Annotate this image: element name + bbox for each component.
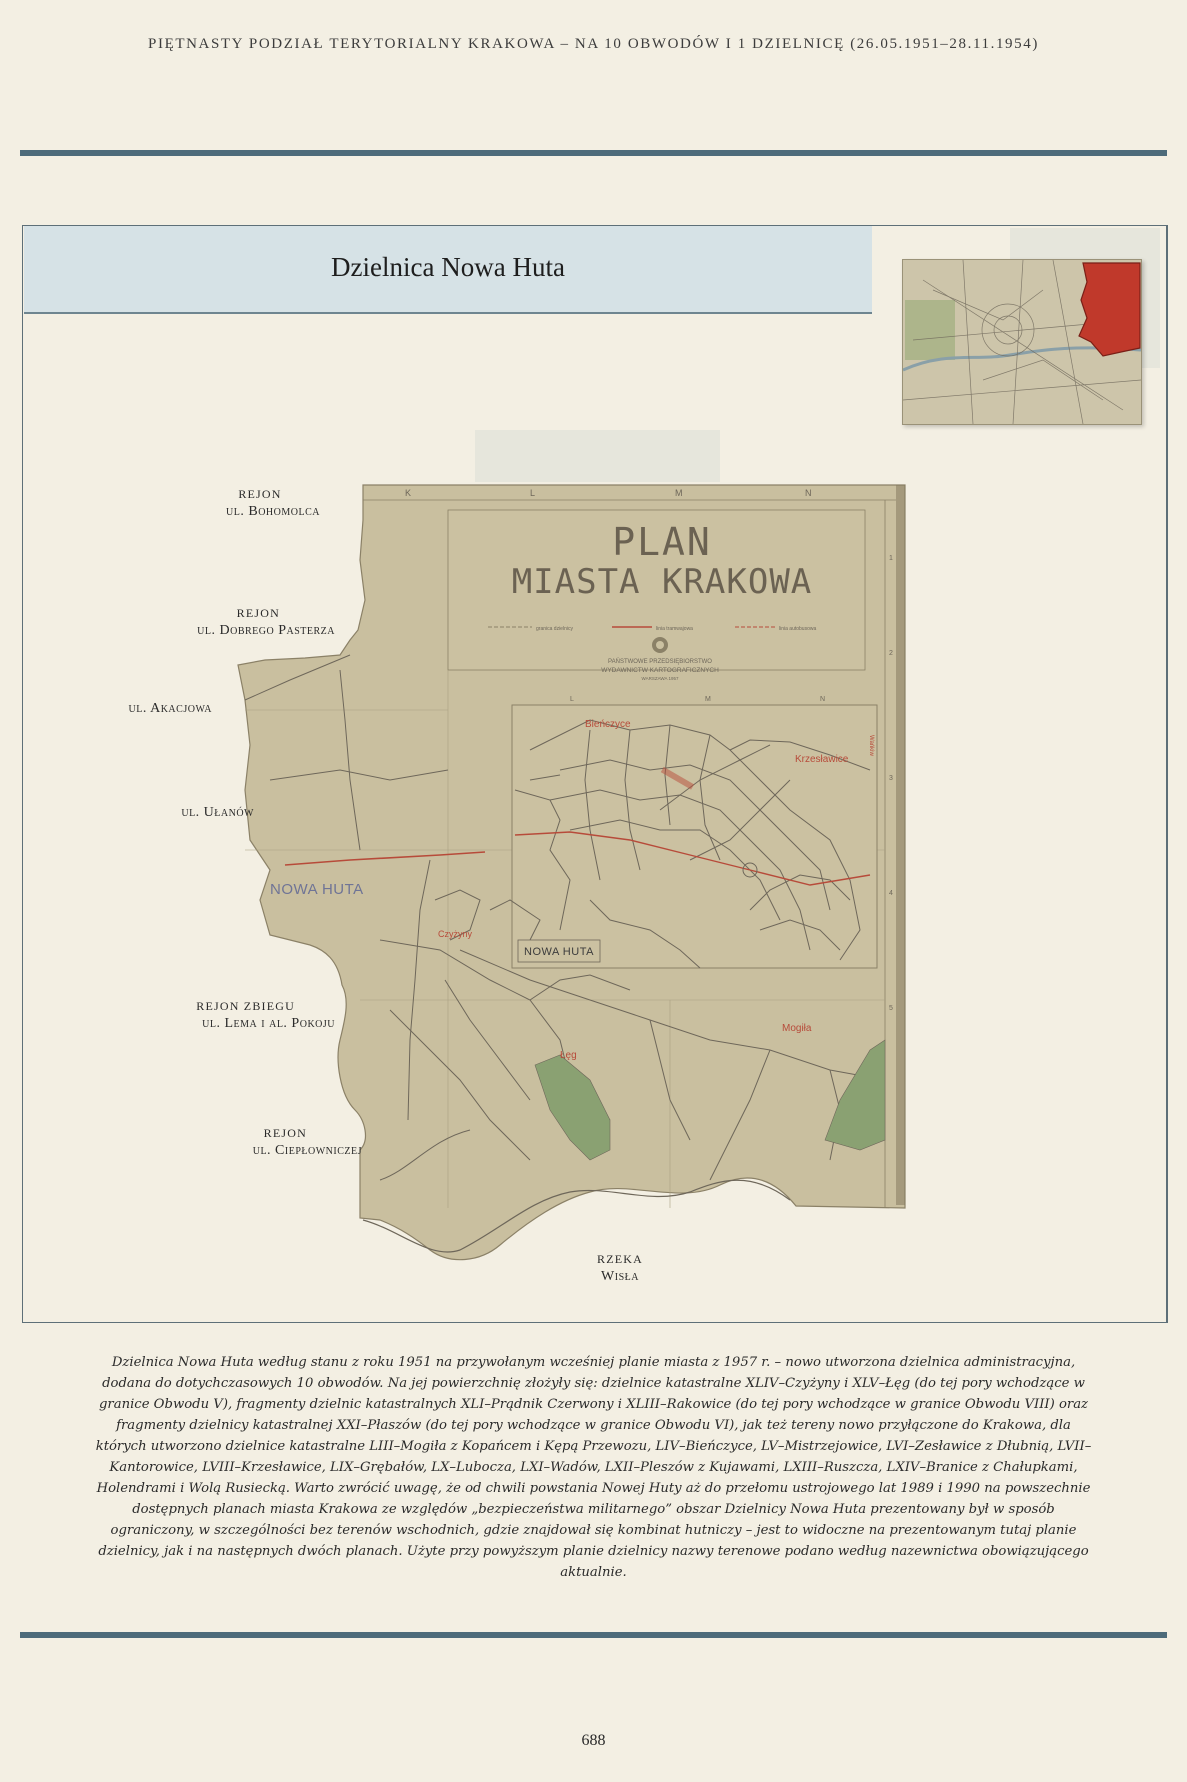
grid-letter: M [675, 488, 683, 498]
label-wisla-line1: RZEKA [597, 1252, 643, 1266]
label-bohomolca-line2: ul. Bohomolca [226, 504, 320, 519]
grid-number: 3 [889, 775, 893, 782]
section-title: Dzielnica Nowa Huta [331, 252, 565, 282]
inset-label: NOWA HUTA [524, 946, 594, 958]
district-label: NOWA HUTA [270, 881, 364, 898]
grid-letter: K [405, 488, 412, 498]
label-akacjowa: ul. Akacjowa [128, 701, 212, 716]
label-ulanow: ul. Ułanów [181, 805, 254, 820]
legend-item: granica dzielnicy [536, 626, 573, 632]
label-zbieg-lema [120, 997, 335, 1033]
map-right-edge [896, 485, 905, 1205]
legend-item: linia autobusowa [779, 626, 817, 632]
label-cieplowniczej-line2: ul. Ciepłowniczej [252, 1143, 362, 1158]
place-label: Bieńczyce [585, 719, 631, 730]
page-number: 688 [581, 1732, 606, 1749]
grid-letter: M [705, 696, 711, 703]
map-title-line1: PLAN [612, 520, 712, 564]
grid-letter: L [530, 488, 536, 498]
margin-label: Wańkiw [868, 735, 874, 756]
label-dobrego-pasterza-line1: REJON [236, 606, 280, 620]
place-label: Czyżyny [438, 929, 473, 939]
place-label: Łęg [560, 1050, 577, 1061]
label-wisla [560, 1250, 680, 1286]
legend-item: linia tramwajowa [656, 626, 693, 632]
locator-map-drawing [903, 260, 1141, 424]
inset-map [512, 696, 877, 968]
place-label: Krzesławice [795, 754, 849, 765]
label-zbieg-line2: ul. Lema i al. Pokoju [202, 1016, 335, 1031]
publisher-line1: PAŃSTWOWE PRZEDSIĘBIORSTWO [608, 659, 712, 665]
grid-letter: N [820, 696, 826, 703]
publisher-line2: WYDAWNICTW KARTOGRAFICZNYCH [601, 667, 719, 674]
grid-number: 5 [889, 1005, 893, 1012]
figure-frame-right-edge [1166, 225, 1168, 1323]
label-bohomolca-line1: REJON [238, 487, 282, 501]
grid-letter: L [570, 696, 574, 703]
grid-letter: N [805, 488, 812, 498]
bottom-rule [20, 1632, 1167, 1638]
label-dobrego-pasterza-line2: ul. Dobrego Pasterza [197, 623, 335, 638]
top-rule [20, 150, 1167, 156]
label-dobrego-pasterza [100, 604, 335, 640]
plan-map [230, 480, 920, 1290]
locator-map [902, 259, 1142, 425]
place-label: Mogiła [782, 1023, 812, 1034]
running-head: PIĘTNASTY PODZIAŁ TERYTORIALNY KRAKOWA – NA 10 OBWODÓW I 1 DZIELNICĘ (26.05.1951–28.11.1954) [148, 36, 1039, 52]
label-wisla-line2: Wisła [601, 1269, 639, 1284]
label-zbieg-line1: REJON ZBIEGU [196, 999, 295, 1013]
label-bohomolca [120, 485, 320, 521]
label-cieplowniczej-line1: REJON [263, 1126, 307, 1140]
show-through-ghost-box [475, 430, 720, 482]
grid-number: 1 [889, 555, 893, 562]
map-title-line2: MIASTA KRAKOWA [511, 562, 813, 602]
grid-number: 4 [889, 890, 893, 897]
label-cieplowniczej [150, 1124, 362, 1160]
publisher-line3: WARSZAWA 1957 [641, 676, 679, 681]
figure-caption: Dzielnica Nowa Huta według stanu z roku 1951 na przywołanym wcześniej planie miasta z 1957 r. – nowo utworzona dzielnica administracyjna, dodana do dotychczasowych 10 obwodów. Na jej powierzchnię złożyły się: dzielnice katastralne XLIV–Czyżyny i XLV–Łęg (do tej pory wchodzące w granice Obwodu V), fragmenty dzielnic katastralnych XLI–Prądnik Czerwony i XLIII–Rakowice (do tej pory wchodzące w granice Obwodu VIII) oraz fragmenty dzielnicy katastralnej XXI–Płaszów (do tej pory wchodzące w granice Obwodu VI), jak też tereny nowo przyłączone do Krakowa, dla których utworzono dzielnice katastralne LIII–Mogiła z Kopańcem i Kępą Przewozu, LIV–Bieńczyce, LV–Mistrzejowice, LVI–Zesławice z Dłubnią, LVII–Kantorowice, LVIII–Krzesławice, LIX–Grębałów, LX–Lubocza, LXI–Wadów, LXII–Pleszów z Kujawami, LXIII–Ruszcza, LXIV–Branice z Chałupkami, Holendrami i Wolą Rusiecką. Warto zwrócić uwagę, że od chwili powstania Nowej Huty aż do przełomu ustrojowego lat 1989 i 1990 na powszechnie dostępnych planach miasta Krakowa ze względów „bezpieczeństwa militarnego” obszar Dzielnicy Nowa Huta prezentowany był w sposób ograniczony, w szczególności bez terenów wschodnich, gdzie znajdował się kombinat hutniczy – jest to widoczne na prezentowanym tutaj planie dzielnicy, jak i na następnych dwóch planach. Użyte przy powyższym planie dzielnicy nazwy terenowe podano według nazewnictwa obowiązującego aktualnie. [95, 1355, 1092, 1580]
grid-number: 2 [889, 650, 893, 657]
